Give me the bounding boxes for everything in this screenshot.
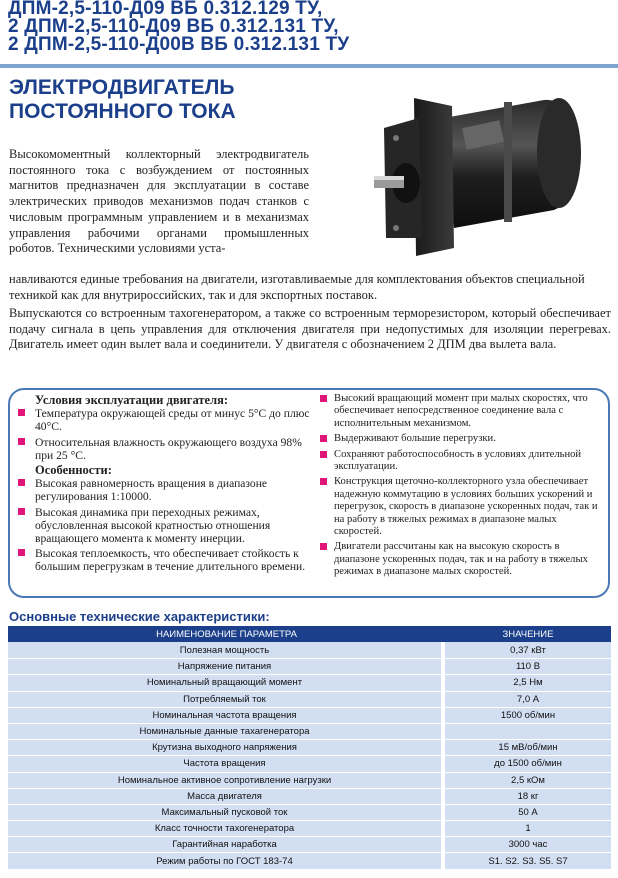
- value-cell: S1. S2. S3. S5. S7: [445, 852, 611, 868]
- value-cell: 18 кг: [445, 788, 611, 804]
- value-cell: 0,37 кВт: [445, 642, 611, 658]
- bullet-icon: [18, 508, 25, 515]
- table-row: [8, 836, 611, 852]
- list-item: Высокая теплоемкость, что обеспечивает стойкость к большим перегрузкам в течение длительного времени.: [15, 547, 310, 573]
- table-row: [8, 755, 611, 771]
- bullet-icon: [320, 543, 327, 550]
- value-cell: 50 А: [445, 804, 611, 820]
- table-row: [8, 739, 611, 755]
- param-cell: Режим работы по ГОСТ 183-74: [8, 852, 445, 868]
- bullet-icon: [18, 409, 25, 416]
- bullet-icon: [18, 549, 25, 556]
- value-cell: 110 В: [445, 658, 611, 674]
- param-cell: Класс точности тахогенератора: [8, 820, 445, 836]
- table-row: [8, 852, 611, 868]
- table-row: [8, 642, 611, 658]
- conditions-heading: Условия эксплуатации двигателя:: [35, 393, 229, 407]
- list-item: Выдерживают большие перегрузки.: [320, 433, 604, 445]
- bullet-icon: [18, 479, 25, 486]
- list-item: Высокая динамика при переходных режимах, обусловленная высокой кратностью отношения вращающего момента к моменту инерции.: [15, 506, 310, 546]
- table-row: [8, 707, 611, 723]
- table-row: [8, 788, 611, 804]
- header: [0, 0, 618, 66]
- value-cell: 2,5 Нм: [445, 674, 611, 690]
- param-cell: Частота вращения: [8, 755, 445, 771]
- intro-paragraph: Высокомоментный коллекторный электродвигатель постоянного тока с возбуждением от постоянных магнитов предназначен для эксплуатации в составе электрических приводов механизмов подач станков с числовым программным управлением и в механизмах управления рабочими органами промышленных роботов. Техническими условиями уста-: [9, 147, 309, 256]
- column-header-value: ЗНАЧЕНИЕ: [502, 628, 554, 640]
- header-line: 2 ДПМ-2,5-110-Д09 ВБ 0.312.131 ТУ,: [8, 16, 339, 37]
- value-cell: 1500 об/мин: [445, 707, 611, 723]
- param-cell: Номинальный вращающий момент: [8, 674, 445, 690]
- bullet-icon: [18, 438, 25, 445]
- specs-table: [8, 626, 611, 869]
- param-cell: Масса двигателя: [8, 788, 445, 804]
- features-right-column: [320, 393, 604, 582]
- param-cell: Полезная мощность: [8, 642, 445, 658]
- list-item: Конструкция щеточно-коллекторного узла обеспечивает надежную коммутацию в условиях больших ускорений и перегрузок, скорость в диапазоне ускоренных подач, так и на работу в тяжелых режимах в диапазоне малых скоростей.: [320, 476, 604, 538]
- intro-paragraph-continued: навливаются единые требования на двигатели, изготавливаемые для комплектования объектов специальной техникой как для внутрироссийских, так и для экспортных поставок.: [9, 272, 585, 302]
- value-cell: до 1500 об/мин: [445, 755, 611, 771]
- value-cell: 2,5 кОм: [445, 772, 611, 788]
- param-cell: Номинальное активное сопротивление нагрузки: [8, 772, 445, 788]
- table-row: [8, 691, 611, 707]
- description-paragraph: Выпускаются со встроенным тахогенератором, а также со встроенным терморезистором, который обеспечивает подачу сигнала в цепь управления для отключения двигателя при недопустимых для изоляции перегревах. Двигатель имеет один вылет вала и соединители. У двигателя с обозначением 2 ДПМ два вылета вала.: [9, 306, 611, 352]
- table-row: [8, 820, 611, 836]
- specs-title: Основные технические характеристики:: [9, 609, 270, 624]
- table-row: [8, 772, 611, 788]
- param-cell: Крутизна выходного напряжения: [8, 739, 445, 755]
- param-cell: Напряжение питания: [8, 658, 445, 674]
- list-item: Высокая равномерность вращения в диапазоне регулирования 1:10000.: [15, 477, 310, 503]
- value-cell: 7,0 А: [445, 691, 611, 707]
- bullet-icon: [320, 395, 327, 402]
- motor-image: [374, 88, 588, 258]
- list-item: Высокий вращающий момент при малых скоростях, что обеспечивает непосредственное соединение вала с исполнительным механизмом.: [320, 393, 604, 430]
- param-cell: Номинальные данные тахагенератора: [8, 723, 445, 739]
- param-cell: Номинальная частота вращения: [8, 707, 445, 723]
- list-item: Относительная влажность окружающего воздуха 98% при 25 °С.: [15, 436, 310, 462]
- title-line: ЭЛЕКТРОДВИГАТЕЛЬ: [9, 76, 235, 99]
- title-line: ПОСТОЯННОГО ТОКА: [9, 100, 236, 123]
- features-heading: Особенности:: [35, 463, 112, 478]
- bullet-icon: [320, 435, 327, 442]
- bullet-icon: [320, 451, 327, 458]
- features-left-column: [15, 394, 310, 576]
- column-header-param: НАИМЕНОВАНИЕ ПАРАМЕТРА: [156, 628, 297, 640]
- table-row: [8, 804, 611, 820]
- value-cell: 15 мВ/об/мин: [445, 739, 611, 755]
- table-row: [8, 723, 611, 739]
- value-cell: 1: [445, 820, 611, 836]
- header-divider: [0, 64, 618, 68]
- value-cell: 3000 час: [445, 836, 611, 852]
- page-title: [9, 76, 236, 124]
- table-row: [8, 658, 611, 674]
- list-item: Двигатели рассчитаны как на высокую скорость в диапазоне ускоренных подач, так и на работу в тяжелых режимах в диапазоне малых скоростей.: [320, 541, 604, 578]
- param-cell: Гарантийная наработка: [8, 836, 445, 852]
- table-row: [8, 674, 611, 690]
- list-item: Сохраняют работоспособность в условиях длительной эксплуатации.: [320, 449, 604, 474]
- value-cell: [445, 723, 611, 739]
- specs-table-header: [8, 626, 611, 642]
- bullet-icon: [320, 478, 327, 485]
- header-line: ДПМ-2,5-110-Д09 ВБ 0.312.129 ТУ,: [8, 0, 323, 19]
- param-cell: Потребляемый ток: [8, 691, 445, 707]
- header-line: 2 ДПМ-2,5-110-Д00В ВБ 0.312.131 ТУ: [8, 34, 350, 55]
- param-cell: Максимальный пусковой ток: [8, 804, 445, 820]
- list-item: Температура окружающей среды от минус 5°С до плюс 40°С.: [15, 407, 310, 433]
